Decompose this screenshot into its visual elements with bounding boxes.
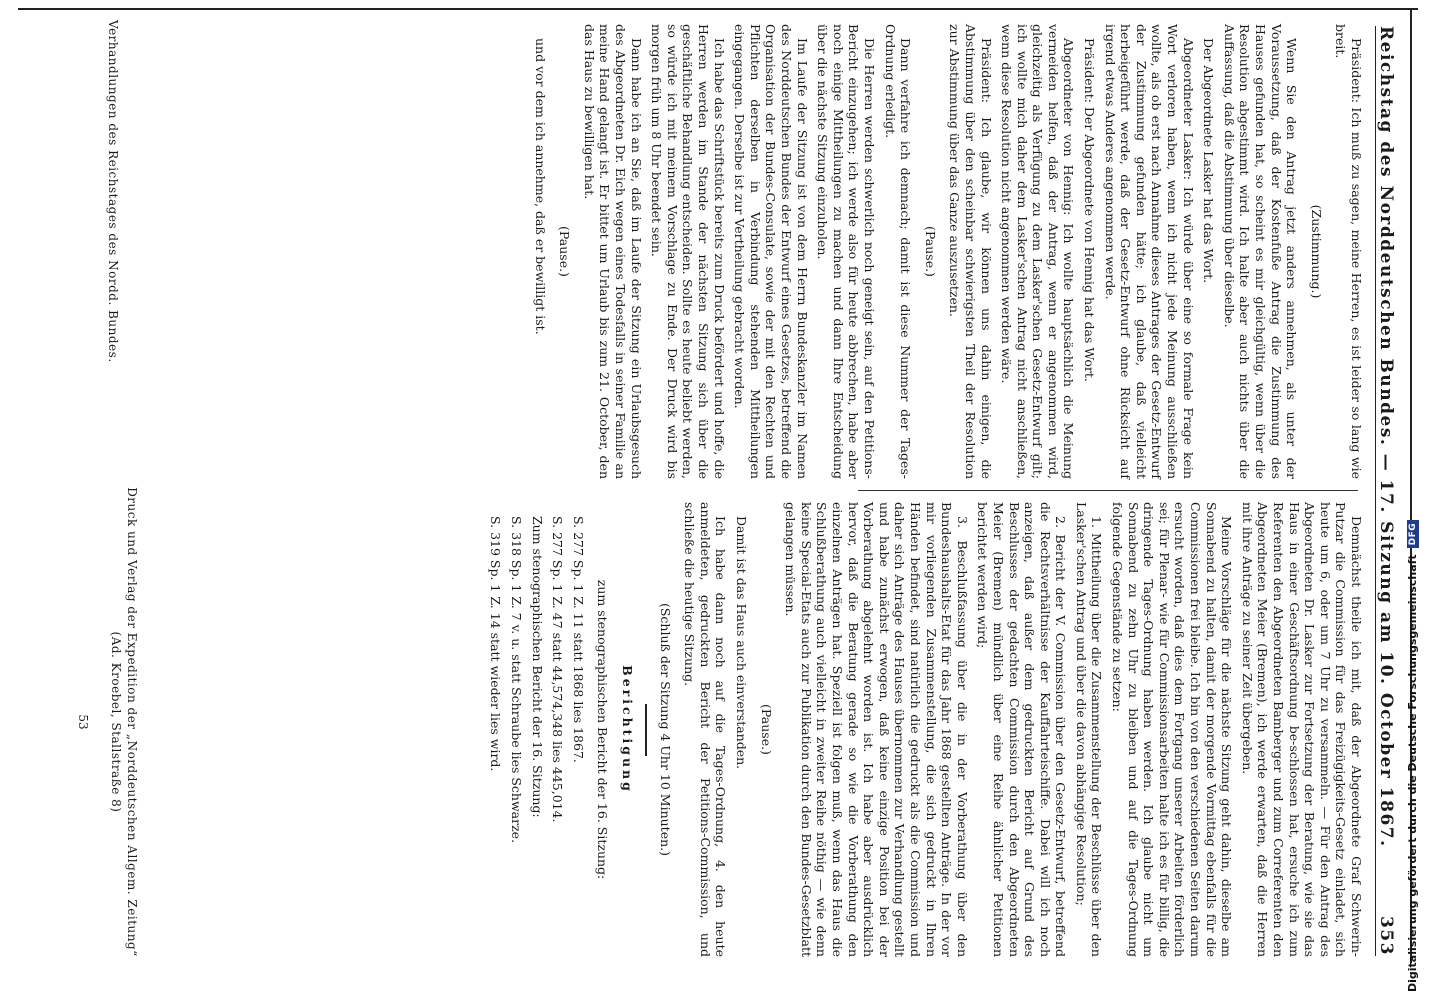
left-column-paragraph: Im Laufe der Sitzung ist von dem Herrn Bundeskanzler im Namen des Norddeutschen Bundes der Entwurf eines Gesetzes, betreffend die Organisation der Bundes-Consulate, sowie der mit den Rechten und Pflichten derselben in Verbindung stehenden Mittheilungen eingegangen. Derselbe ist zur Vertheilung gebracht worden. [732,24,810,479]
right-column-paragraph: (Schluß der Sitzung 4 Uhr 10 Minuten.) [657,602,673,856]
right-column-paragraph: Berichtigung [620,665,636,794]
imprint-line-1: Druck und Verlag der Expedition der „Norddeutschen Allgem. Zeitung“ [125,487,139,957]
credit-text: Digitalisierung gefördert durch die Deutsche Forschungsgemeinschaft [1406,554,1419,992]
scan-frame-top [18,8,1418,10]
right-column-paragraph: Damit ist das Haus auch einverstanden. [734,516,750,770]
header-page-number: 353 [1376,916,1396,956]
left-column-paragraph: und vor dem ich annehme, daß er bewilligt ist. [532,38,548,335]
left-column-paragraph: (Pause.) [922,226,938,277]
footer-imprint [108,482,140,962]
right-column-paragraph: 2. Bericht der V. Commission über den Gesetz-Entwurf, betreffend die Rechtsverhältnisse der Kauffahrteischiffe. Dabei will ich noch anzeigen, daß außer dem gedruckten Bericht auf Grund des Beschlusses der gedachten Commission durch den Abgeordneten Meier (Bremen) mündlich über eine Reihe ähnlicher Petitionen berichtet werden wird; [975,502,1069,957]
right-column-paragraph: Ich habe dann noch auf die Tages-Ordnung, 4. den heute anmeldeten, gedruckten Bericht der Petitions-Commission, und schließe die heutige Sitzung. [682,502,729,957]
left-column-paragraph: Präsident: Ich glaube, wir können uns dahin einigen, die Abstimmung über den scheinbar schwierigsten Theil der Resolution zur Abstimmung über das Ganze auszusetzen. [947,24,994,479]
right-column [483,502,1364,957]
left-column-paragraph: Abgeordneter von Hennig: Ich wollte hauptsächlich die Meinung vermeiden helfen, daß der Antrag, wenn er angenommen wird, gleichzeitig als Verfügung zu dem Lasker'schen Gesetz-Entwurf gilt; ich wollte mich daher dem Lasker'schen Antrag nicht anschließen, wenn diese Resolution nicht angenommen werden wäre. [999,24,1077,479]
footer-publication-title: Verhandlungen des Reichstages des Nordd. Bundes. [106,20,120,363]
right-column-paragraph: zum stenographischen Bericht der 16. Sitzung: [595,579,611,880]
column-divider [858,490,1358,491]
right-column-paragraph: Demnächst theile ich mit, daß der Abgeordnete Graf Schwerin-Putzar die Commission für das Freizügigkeits-Gesetz einladet, sich heute um 6, oder um 7 Uhr zu versammeln. — Für den Antrag des Abgeordneten Dr. Lasker zur Fortsetzung der Beratung, wie sie das Haus in einer Geschäftsordnung be-schlossen hat, ersuche ich zum Referenten den Abgeordneten Bamberger und zum Correferenten den Abgeordneten Meier (Bremen), ich werde erwarten, daß die Herren mit ihre Anträge zu seiner Zeit übergeben. [1239,502,1364,957]
right-column-paragraph: (Pause.) [758,704,774,755]
imprint-line-2: (Ad. Kroebel, Stallstraße 8) [109,631,123,813]
left-column-paragraph: Dann habe ich an Sie, daß im Laufe der Sitzung ein Urlaubsgesuch des Abgeordneten Dr. Eich wegen eines Todesfalls in seiner Familie an meine Hand gelangt ist. Er bittet um Urlaub bis zum 21. October, den das Haus zu bewilligen hat. [581,24,644,479]
left-column [527,24,1364,479]
left-column-paragraph: Der Abgeordnete Lasker hat das Wort. [1201,38,1217,284]
footer-page-number: 53 [76,714,90,730]
right-column-paragraph: 1. Mittheilung über die Zusammenstellung der Beschlüsse über den Lasker'schen Antrag und über die davon abhängige Resolution; [1073,502,1105,957]
left-column-paragraph: (Zustimmung.) [1308,204,1324,299]
digitization-credit [1406,520,1419,992]
left-column-paragraph: Ich habe das Schriftstück bereits zum Druck befördert und hoffe, die Herren werden im Stande der nächsten Sitzung sich über die geschäftliche Behandlung entscheiden. Sollte es heute beliebt werden, so würde ich mit meinem Vorschlage zu Ende. Der Druck wird bis morgen früh um 8 Uhr beendet sein. [649,24,727,479]
left-column-paragraph: Die Herren werden schwerlich noch geneigt sein, auf den Petitions-Bericht einzugehen; ich werde also für heute abbrechen, habe aber noch einige Mittheilungen zu machen und dann Ihre Entscheidung über die nächste Sitzung einzuholen. [815,24,877,479]
right-column-paragraph: Zum stenographischen Bericht der 16. Sitzung: [529,516,545,818]
right-column-rule [645,704,647,756]
header-title: Reichstag des Norddeutschen Bundes. — 17. Sitzung am 10. October 1867. [1376,26,1396,848]
left-column-paragraph: Abgeordneter Lasker: Ich würde über eine so formale Frage kein Wort verloren haben, wenn ich nicht jede Meinung ausschließen wollte, als ob erst nach Annahme dieses Antrages der Gesetz-Entwurf der Zustimmung gefunden hätte; ich glaube, daß vielleicht herbeigeführt werde, daß der Gesetz-Entwurf ohne Rücksicht auf irgend etwas Anderes angenommen werde. [1102,24,1196,479]
right-column-paragraph: S. 319 Sp. 1 Z. 14 statt wieder lies wird. [488,516,504,772]
rotated-document-page [20,12,1420,982]
dfg-logo-icon: DFG [1407,520,1419,549]
left-column-paragraph: Präsident: Der Abgeordnete von Hennig hat das Wort. [1082,38,1098,382]
page-header [1375,26,1402,956]
right-column-paragraph: S. 318 Sp. 1 Z. 7 v. u. statt Schraube lies Schwarze. [509,516,525,844]
left-column-paragraph: Präsident: Ich muß zu sagen, meine Herren, es ist leider so lang wie breit. [1333,24,1364,479]
left-column-paragraph: Dann verfahre ich demnach; damit ist diese Nummer der Tages-Ordnung erledigt. [882,24,914,479]
right-column-paragraph: Meine Vorschläge für die nächste Sitzung geht dahin, dieselbe am Sonnabend zu halten, damit der morgende Vormittag ebenfalls für die Commissionen frei bleibe. Ich bin von den verschiedenen Seiten darum ersucht worden, daß dies dem Fortgang unserer Arbeiten förderlich sei; für Plenar- wie für Commissionsarbeiten halte ich es für billig, die dringende Tages-Ordnung haben werden. Ich glaube nicht um Sonnabend zu zehn Uhr zu bleiben und auf die Tages-Ordnung folgende Gegenstände zu setzen: [1110,502,1235,957]
left-column-paragraph: Wenn Sie den Antrag jetzt anders annehmen, als unter der Voraussetzung, daß der Kostenfuße Antrag die Zustimmung des Hauses gefunden hat, so scheint es mir gleichgültig, wenn über die Resolution abgestimmt wird. Ich halte aber auch nichts über die Auffassung, daß die Abstimmung über dieselbe. [1221,24,1300,479]
right-column-paragraph: S. 277 Sp. 1 Z. 11 statt 1868 lies 1867. [570,516,586,763]
right-column-paragraph: S. 277 Sp. 1 Z. 47 statt 44,574,348 lies 445,014. [550,516,566,823]
left-column-paragraph: (Pause.) [557,226,573,277]
right-column-paragraph: 3. Beschlußfassung über die in der Vorberathung über den Bundeshaushalts-Etat für das Jahr 1868 gestellten Anträge. In der vor mir vorliegenden Zusammenstellung, die sich gedruckt in Ihren Händen befindet, sind natürlich die gedruckt als die Commission und daher sich Anträge des Hauses übernommen zur Verhandlung gestellt und habe zunächst erwogen, daß keine einzige Position bei der Vorberathung abgelehnt worden ist. Ich habe aber ausdrücklich hervor, daß die Beratung gerade so wie die Vorberathung den einzelnen Anträgen hat. Speziell ist folgen muß, wenn das Haus die Schlußberathung auch vielleicht in zweiter Reihe nöthig — wie denn keine Special-Etats auch zur Publikation durch den Bundes-Gesetzblatt gelangen müssen. [783,502,970,957]
